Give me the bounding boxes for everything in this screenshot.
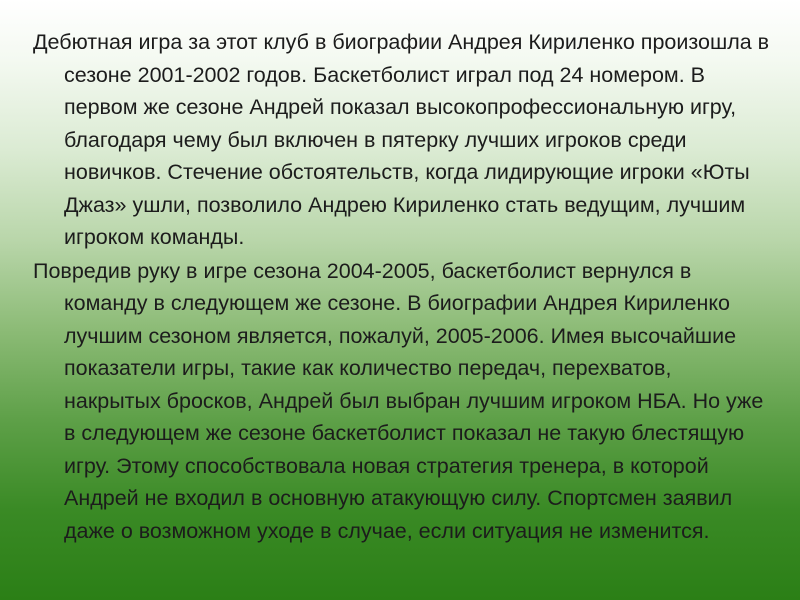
paragraph-debut-season: Дебютная игра за этот клуб в биографии Андрея Кириленко произошла в сезоне 2001-2002 годов. Баскетболист играл под 24 номером. В первом же сезоне Андрей показал высокопрофессиональную игру, благодаря чему был включен в пятерку лучших игроков среди новичков. Стечение обстоятельств, когда лидирующие игроки «Юты Джаз» ушли, позволило Андрею Кириленко стать ведущим, лучшим игроком команды. <box>33 30 770 249</box>
paragraph-injury-and-best-season: Повредив руку в игре сезона 2004-2005, баскетболист вернулся в команду в следующем же сезоне. В биографии Андрея Кириленко лучшим сезоном является, пожалуй, 2005-2006. Имея высочайшие показатели игры, такие как количество передач, перехватов, накрытых бросков, Андрей был выбран лучшим игроком НБА. Но уже в следующем же сезоне баскетболист показал не такую блестящую игру. Этому способствовала новая стратегия тренера, в которой Андрей не входил в основную атакующую силу. Спортсмен заявил даже о возможном уходе в случае, если ситуация не изменится. <box>33 258 764 543</box>
slide-text-body <box>33 26 773 548</box>
